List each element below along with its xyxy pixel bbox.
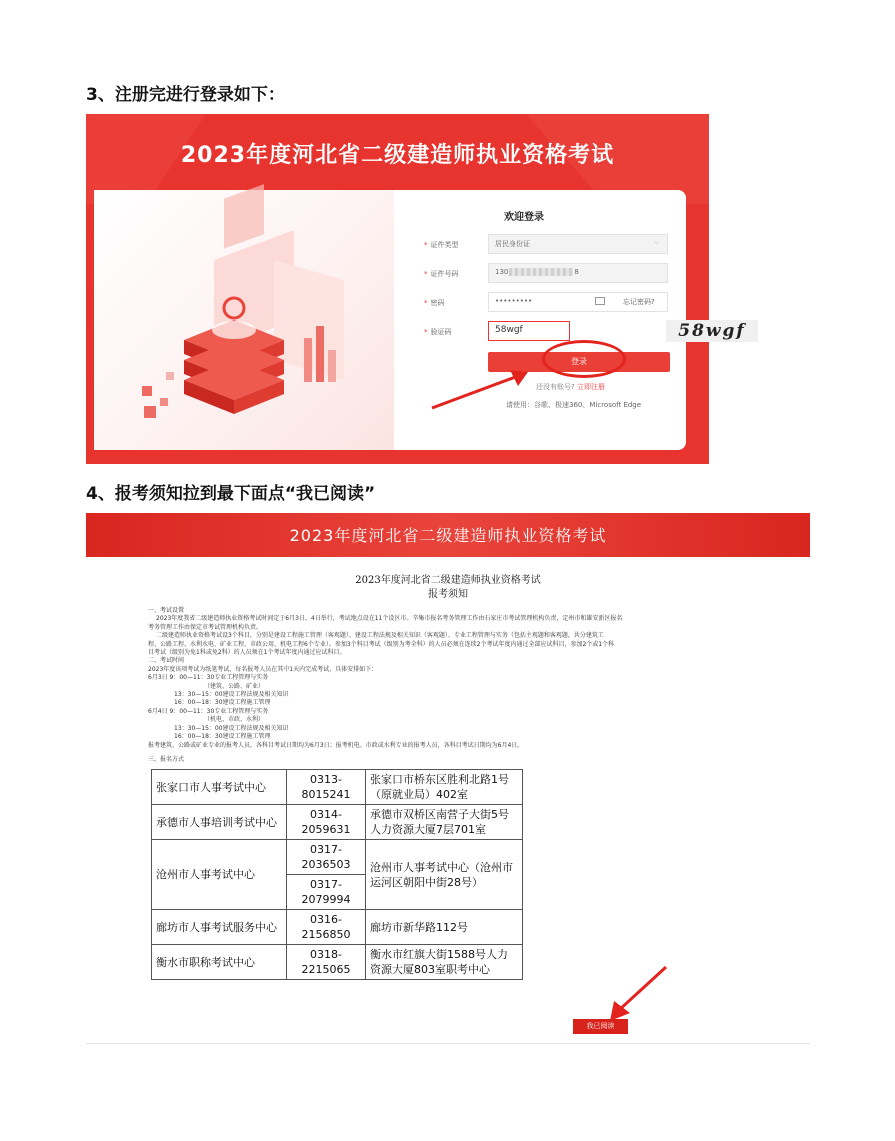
captcha-input[interactable]: 58wgf <box>488 321 570 341</box>
captcha-row: * 验证码 58wgf 58wgf <box>424 321 684 343</box>
table-row <box>152 910 523 945</box>
password-label: 密码 <box>430 299 445 307</box>
notice-body <box>148 607 788 750</box>
table-row <box>152 840 523 875</box>
phone-cell: 0317-2079994 <box>287 875 366 910</box>
forgot-password-link[interactable]: 忘记密码? <box>623 298 655 306</box>
notice-doc-subtitle: 报考须知 <box>428 589 468 600</box>
captcha-label: 验证码 <box>430 328 452 336</box>
notice-line: 6月3日 9：00—11：30专业工程管理与实务 <box>148 674 269 682</box>
address-cell: 衡水市红旗大街1588号人力资源大厦803室职考中心 <box>366 945 523 980</box>
notice-line: 目考试（级别为免1科或免2科）的人员须在1个考试年度内通过应试科目。 <box>148 649 346 657</box>
notice-line: 报考建筑、公路或矿业专业的报考人员，各科目考试日期均为6月3日；报考机电、市政或水利专业的报考人员，各科目考试日期均为6月4日。 <box>148 741 524 749</box>
notice-line: 16：00—18：30建设工程施工管理 <box>174 699 271 707</box>
id-type-label: 证件类型 <box>430 241 459 249</box>
notice-line: （机电、市政、水利） <box>204 716 265 724</box>
login-panel <box>94 190 746 450</box>
org-cell: 承德市人事培训考试中心 <box>152 805 287 840</box>
password-row: * 密码 ••••••••• 忘记密码? <box>424 292 684 314</box>
org-cell: 张家口市人事考试中心 <box>152 770 287 805</box>
illustration <box>94 190 394 450</box>
notice-line: 2023年度我省二级建造师执业资格考试时间定于6月3日、4日举行，考试地点设在11个设区市。辛集市报名考务管理工作由石家庄市考试管理机构负责，定州市和雄安新区报名 <box>156 615 623 623</box>
masked-digits <box>509 268 573 276</box>
notice-line: 13：30—15：00建设工程法规及相关知识 <box>174 724 289 732</box>
notice-line: 一、考试设置 <box>148 607 185 614</box>
address-cell: 承德市双桥区南营子大街5号人力资源大厦7层701室 <box>366 805 523 840</box>
phone-cell: 0317-2036503 <box>287 840 366 875</box>
browser-note: 请使用：谷歌、极速360、Microsoft Edge <box>506 401 642 409</box>
notice-cut-line: 三、报名方式 <box>148 756 185 763</box>
step3-heading: 3、注册完进行登录如下： <box>86 85 285 105</box>
highlight-circle <box>542 340 626 378</box>
table-row <box>152 945 523 980</box>
notice-line: 程、公路工程、水利水电、矿业工程、市政公用、机电工程6个专业）。参加3个科目考试（级别为考全科）的人员必须在连续2个考试年度内通过全部应试科目，参加2个或1个科 <box>148 640 615 648</box>
server-illustration <box>94 190 394 450</box>
address-cell: 廊坊市新华路112号 <box>366 910 523 945</box>
table-row <box>152 770 523 805</box>
notice-line: 考务管理工作由保定市考试管理机构负责。 <box>148 623 263 631</box>
phone-cell: 0318-2215065 <box>287 945 366 980</box>
read-confirm-button[interactable]: 我已阅读 <box>573 1019 628 1034</box>
keyboard-icon[interactable] <box>595 297 605 305</box>
phone-cell: 0316-2156850 <box>287 910 366 945</box>
org-cell: 廊坊市人事考试服务中心 <box>152 910 287 945</box>
notice-line: 二、考试时间 <box>148 657 185 665</box>
notice-doc-title: 2023年度河北省二级建造师执业资格考试 <box>355 575 541 586</box>
notice-line: 16：00—18：30建设工程施工管理 <box>174 733 271 741</box>
login-button[interactable]: 登录 <box>488 352 670 372</box>
notice-line: 6月4日 9：00—11：30专业工程管理与实务 <box>148 707 269 715</box>
notice-screenshot <box>86 513 810 1044</box>
phone-cell: 0314-2059631 <box>287 805 366 840</box>
chevron-down-icon: ⌵ <box>653 238 659 246</box>
arrow-annotation-icon <box>426 364 536 414</box>
login-screenshot <box>86 114 746 464</box>
notice-line: 二级建造师执业资格考试设3个科目，分别是建设工程施工管理（客观题）、建设工程法规及相关知识（客观题）、专业工程管理与实务（包括主观题和客观题，共分建筑工 <box>156 632 604 640</box>
notice-banner-title: 2023年度河北省二级建造师执业资格考试 <box>289 526 607 545</box>
notice-line: 13：30—15：00建设工程法规及相关知识 <box>174 691 289 699</box>
id-number-label: 证件号码 <box>430 270 459 278</box>
register-link[interactable]: 立即注册 <box>576 383 605 391</box>
notice-line: （建筑、公路、矿业） <box>204 682 265 690</box>
id-type-row: * 证件类型 居民身份证 ⌵ <box>424 234 684 256</box>
password-input[interactable]: ••••••••• 忘记密码? <box>488 292 668 312</box>
id-number-input[interactable]: 130 8 <box>488 263 668 283</box>
login-form-title: 欢迎登录 <box>504 212 544 223</box>
table-row <box>152 805 523 840</box>
id-number-row: * 证件号码 130 8 <box>424 263 684 285</box>
address-cell: 张家口市桥东区胜利北路1号（原就业局）402室 <box>366 770 523 805</box>
org-cell: 衡水市职称考试中心 <box>152 945 287 980</box>
notice-banner <box>86 513 810 557</box>
arrow-annotation-icon <box>604 963 674 1027</box>
register-line: 还没有账号? 立即注册 <box>536 383 605 391</box>
contacts-table <box>151 769 523 980</box>
notice-line: 2023年度该项考试为纸笔考试，每名报考人员在其中1天内完成考试，具体安排如下： <box>148 665 378 673</box>
phone-cell: 0313-8015241 <box>287 770 366 805</box>
captcha-image[interactable]: 58wgf <box>666 320 758 342</box>
id-type-select[interactable]: 居民身份证 ⌵ <box>488 234 668 254</box>
address-cell: 沧州市人事考试中心（沧州市运河区朝阳中街28号） <box>366 840 523 910</box>
step4-heading: 4、报考须知拉到最下面点“我已阅读” <box>86 484 376 504</box>
org-cell: 沧州市人事考试中心 <box>152 840 287 910</box>
login-banner-title: 2023年度河北省二级建造师执业资格考试 <box>180 143 615 168</box>
